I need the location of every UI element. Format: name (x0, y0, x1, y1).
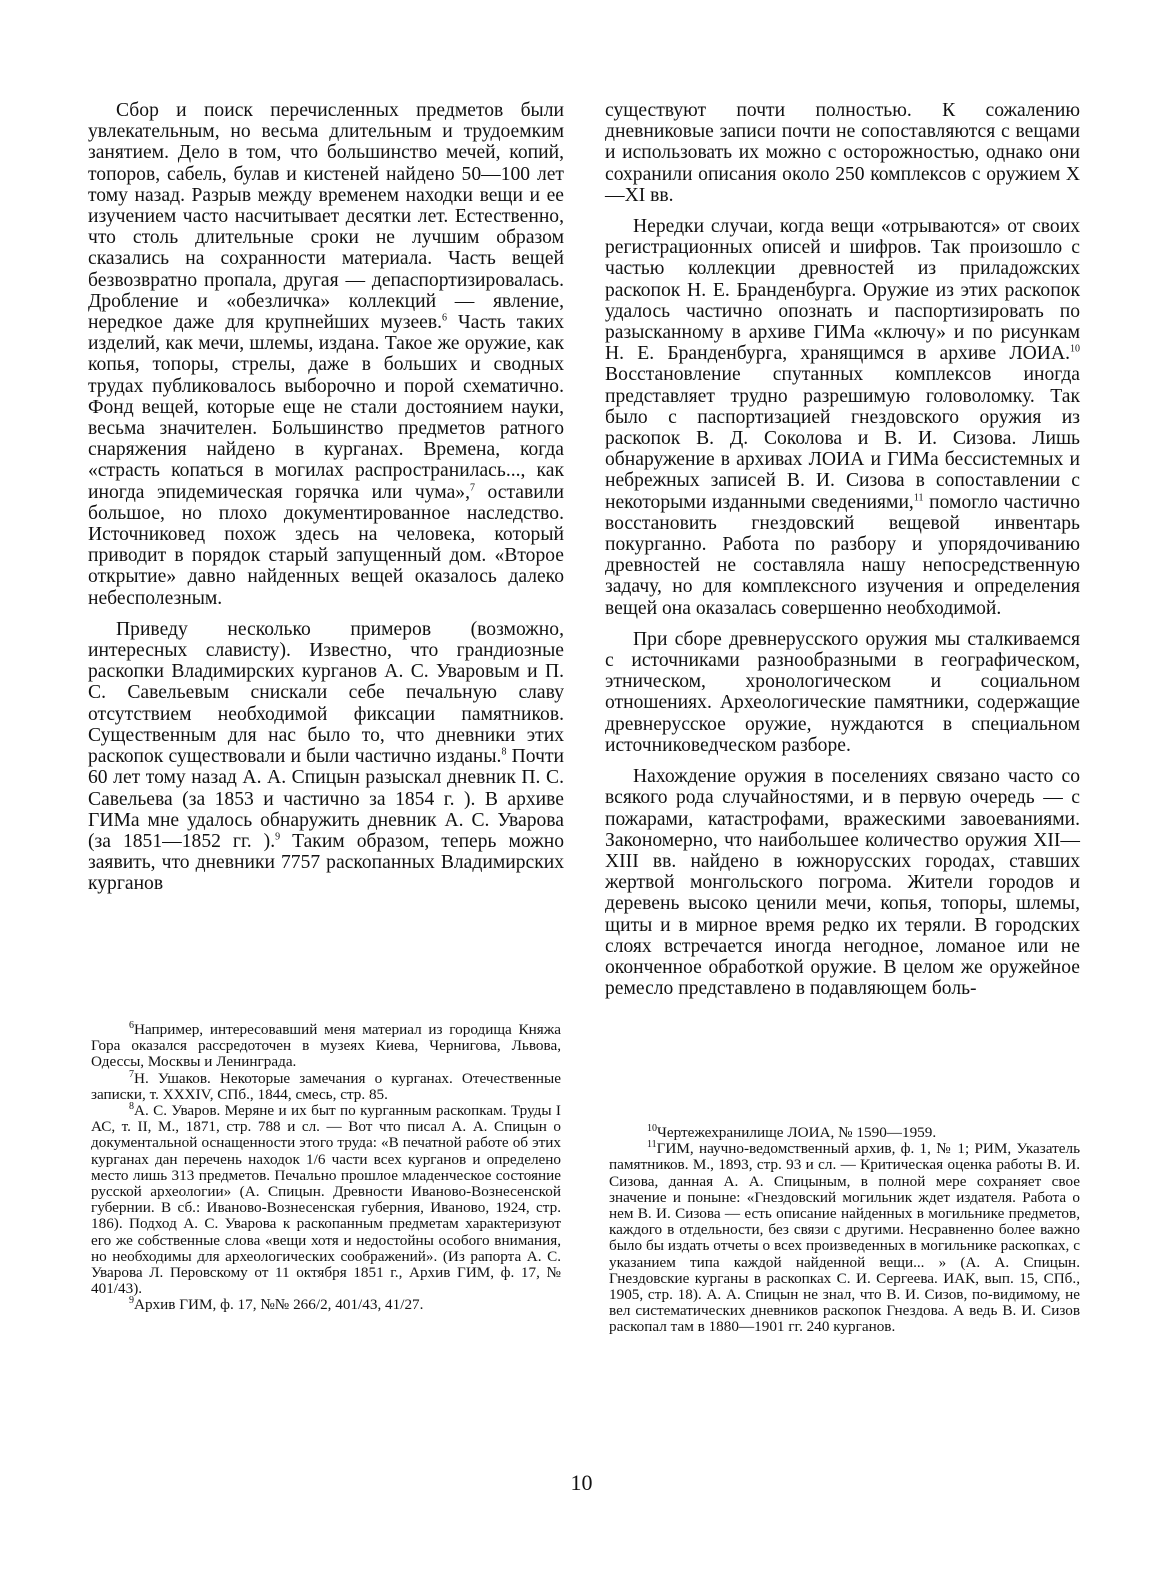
right-text-column (605, 100, 1080, 999)
footnote: $^{10}$Чертежехранилище ЛОИА, № 1590—1959. (647, 1122, 937, 1141)
page-number: 10 (570, 1470, 593, 1495)
footnote: $^8$А. С. Уваров. Меряне и их быт по курганным раскопкам. Труды I АС, т. II, М., 1871, стр. 788 и сл. — Вот что писал А. А. Спицын о документальной оснащенности этого труда: «В печатной работе об этих курганах дан перечень находок 1/6 части всех курганов и определено место лишь 313 предметов. Печально прошлое младенческое состояние русской археологии» (А. Спицын. Древности Иваново-Вознесенской губернии. В сб.: Иваново-Вознесенская губерния, Иваново, 1924, стр. 186). Подход А. С. Уварова к раскопанным предметам характеризуют его же собственные слова «вещи хотя и недостойны особого внимания, но необходимы для археологических соображений». (Из рапорта А. С. Уварова Л. Перовскому от 11 октября 1851 г., Архив ГИМ, ф. 17, № 401/43). (91, 1100, 561, 1298)
footnote-ref[interactable]: 8 (501, 746, 507, 758)
footnote: $^9$Архив ГИМ, ф. 17, №№ 266/2, 401/43, 41/27. (129, 1295, 424, 1314)
footnote: $^7$Н. Ушаков. Некоторые замечания о курганах. Отечественные записки, т. XXXIV, СПб., 1844, смесь, стр. 85. (91, 1068, 561, 1103)
paragraph: Приведу несколько примеров (возможно, интересных слависту). Известно, что грандиозные раскопки Владимирских курганов А. С. Уваровым и П. С. Савельевым снискали себе печальную славу отсутствием необходимой фиксации памятников. Существенным для нас было то, что дневники этих раскопок существовали и были частично изданы.$^8$ Почти 60 лет тому назад А. А. Спицын разыскал дневник П. С. Савельева (за 1853 и частично за 1854 г. ). В архиве ГИМа мне удалось обнаружить дневник А. С. Уварова (за 1851—1852 гг. ).$^9$ Таким образом, теперь можно заявить, что дневники 7757 раскопанных Владимирских курганов (88, 618, 565, 895)
footnote-ref[interactable]: 6 (442, 312, 448, 324)
footnote: $^6$Например, интересовавший меня материал из городища Княжа Гора оказался рассредоточен в музеях Киева, Чернигова, Львова, Одессы, Москвы и Ленинграда. (91, 1019, 561, 1071)
paragraph: При сборе древнерусского оружия мы сталкиваемся с источниками разнообразными в географическом, этническом, хронологическом и социальном отношениях. Археологические памятники, содержащие древнерусское оружие, нуждаются в специальном источниковедческом разборе. (605, 628, 1080, 756)
paragraph: существуют почти полностью. К сожалению дневниковые записи почти не сопоставляются с вещами и использовать их можно с осторожностью, однако они сохранили описания около 250 комплексов с оружием X—XI вв. (605, 100, 1080, 206)
footnote-ref[interactable]: 7 (469, 482, 475, 494)
footnote: $^{11}$ГИМ, научно-ведомственный архив, ф. 1, № 1; РИМ, Указатель памятников. М., 1893, стр. 93 и сл. — Критическая оценка работы В. И. Сизова, данная А. А. Спицыным, в полной мере сохраняет свое значение и поныне: «Гнездовский могильник ждет издателя. Работа о нем В. И. Сизова — есть описание найденных в могильнике предметов, каждого в отдельности, без связи с другими. Несравненно более важно было бы издать отчеты о всех произведенных в могильнике раскопках, с указанием типа каждой найденной вещи... » (А. А. Спицын. Гнездовские курганы в раскопках С. И. Сергеева. ИАК, вып. 15, СПб., 1905, стр. 18). А. А. Спицын не знал, что В. И. Сизов, по-видимому, не вел систематических дневников раскопок Гнездова. А ведь В. И. Сизов раскопал там в 1880—1901 гг. 240 курганов. (609, 1139, 1080, 1336)
footnote-ref[interactable]: 11 (913, 492, 924, 504)
paragraph: Нередки случаи, когда вещи «отрываются» от своих регистрационных описей и шифров. Так произошло с частью коллекции древностей из приладожских раскопок Н. Е. Бранденбурга. Оружие из этих раскопок удалось частично опознать и паспортизировать по разысканному в архиве ГИМа «ключу» и по рисункам Н. Е. Бранденбурга, хранящимся в архиве ЛОИА.$^{10}$ Восстановление спутанных комплексов иногда представляет трудно разрешимую головоломку. Так было с паспортизацией гнездовского оружия из раскопок В. Д. Соколова и В. И. Сизова. Лишь обнаружение в архивах ЛОИА и ГИМа бессистемных и небрежных записей В. И. Сизова в сопоставлении с некоторыми изданными сведениями,$^{11}$ помогло частично восстановить гнездовский вещевой инвентарь покурганно. Работа по разбору и упорядочиванию древностей не составляла нашу непосредственную задачу, но для комплексного изучения и определения вещей она оказалась совершенно необходимой. (605, 216, 1080, 619)
footnotes-left (91, 1019, 561, 1314)
footnote-ref[interactable]: 10 (1070, 343, 1080, 355)
left-text-column (88, 100, 564, 895)
footnote-ref[interactable]: 9 (275, 831, 281, 843)
paragraph: Сбор и поиск перечисленных предметов были увлекательным, но весьма длительным и трудоемким занятием. Дело в том, что большинство мечей, копий, топоров, сабель, булав и кистеней найдено 50—100 лет тому назад. Разрыв между временем находки вещи и ее изучением часто насчитывает десятки лет. Естественно, что столь длительные сроки не лучшим образом сказались на сохранности материала. Часть вещей безвозвратно пропала, другая — депаспортизировалась. Дробление и «обезличка» коллекций — явление, нередкое даже для крупнейших музеев.$^6$ Часть таких изделий, как мечи, шлемы, издана. Такое же оружие, как копья, топоры, стрелы, даже в больших и сводных трудах публиковалось выборочно и порой схематично. Фонд вещей, которые еще не стали достоянием науки, весьма значителен. Большинство предметов ратного снаряжения найдено в курганах. Времена, когда «страсть копаться в могилах распространилась..., как иногда эпидемическая горячка или чума»,$^7$ оставили большое, но плохо документированное наследство. Источниковед похож здесь на человека, который приводит в порядок старый запущенный дом. «Второе открытие» давно найденных вещей оказалось далеко небесполезным. (88, 100, 564, 609)
paragraph: Нахождение оружия в поселениях связано часто со всякого рода случайностями, и в первую очередь — с пожарами, катастрофами, вражескими завоеваниями. Закономерно, что наибольшее количество оружия XII—XIII вв. найдено в южнорусских городах, ставших жертвой монгольского погрома. Жители городов и деревень высоко ценили мечи, копья, топоры, шлемы, щиты и в мирное время редко их теряли. В городских слоях встречается иногда негодное, ломаное или не оконченное обработкой оружие. В целом же оружейное ремесло представлено в подавляющем боль- (605, 766, 1080, 1000)
footnotes-right (609, 1122, 1080, 1336)
